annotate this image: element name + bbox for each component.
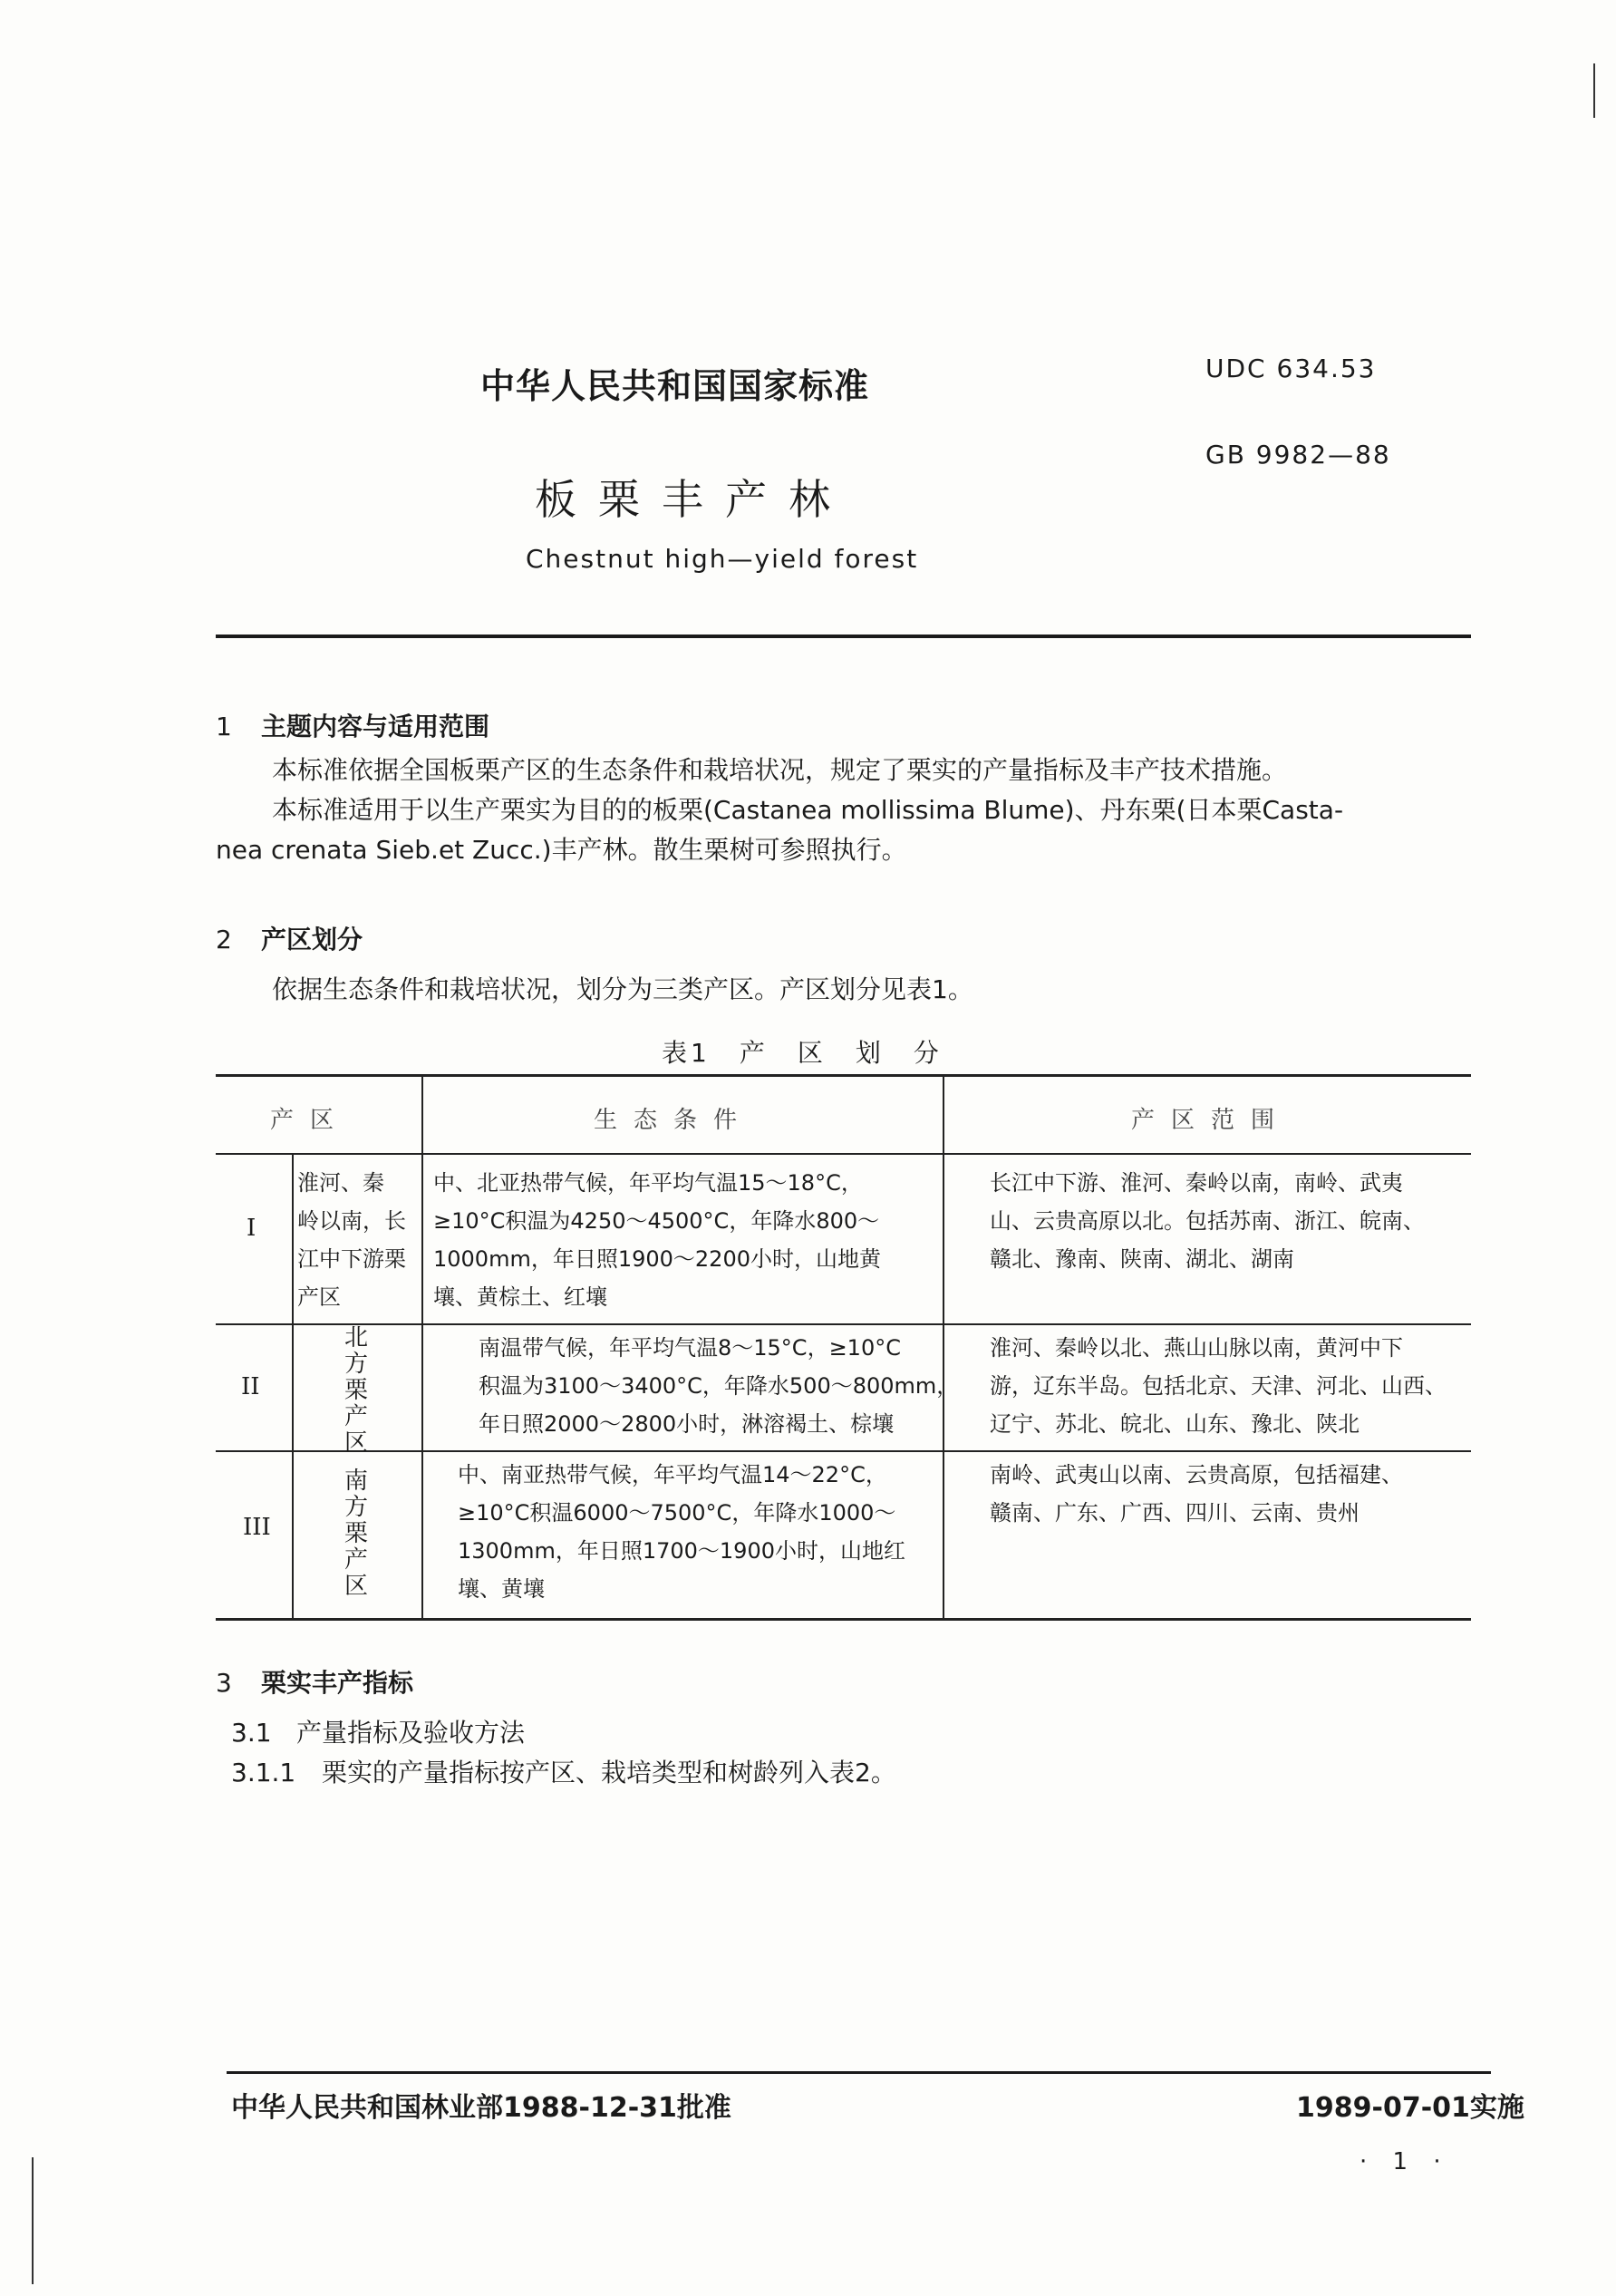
section-3-1-1-number: 3.1.1 [231, 1758, 296, 1787]
section-2-title: 产区划分 [261, 925, 363, 954]
document-title: 板栗丰产林 [535, 475, 852, 524]
section-1-para-2-line-1: 本标准适用于以生产栗实为目的的板栗(Castanea mollissima Blume)、丹东栗(日本栗Casta- [272, 795, 1344, 825]
gb-code: GB 9982—88 [1205, 440, 1391, 470]
row-2-eco-line: 南温带气候，年平均气温8～15°C，≥10°C [479, 1335, 901, 1361]
section-1-title: 主题内容与适用范围 [261, 712, 490, 741]
row-1-eco-line: 中、北亚热带气候，年平均气温15～18°C， [433, 1170, 863, 1196]
binding-mark [32, 2157, 34, 2284]
row-1-range [990, 1164, 1425, 1278]
row-2-range-line: 辽宁、苏北、皖北、山东、豫北、陕北 [990, 1411, 1360, 1437]
row-1-range-line: 山、云贵高原以北。包括苏南、浙江、皖南、 [990, 1208, 1425, 1234]
row-1-roman: I [247, 1215, 256, 1242]
header-zone: 产区 [270, 1107, 351, 1134]
section-3-1 [231, 1713, 525, 1753]
effective-date: 1989-07-01实施 [1296, 2092, 1524, 2124]
section-2-heading [216, 920, 363, 956]
header-range: 产区范围 [1131, 1107, 1292, 1134]
row-1-eco [433, 1164, 881, 1316]
page-number: · 1 · [1360, 2148, 1450, 2175]
section-3-1-number: 3.1 [231, 1718, 272, 1748]
row-2-eco-line: 积温为3100～3400°C，年降水500～800mm， [479, 1373, 959, 1399]
row-1-eco-line: ≥10°C积温为4250～4500°C，年降水800～ [433, 1208, 880, 1234]
row-1-border [216, 1323, 1471, 1325]
approval-line: 中华人民共和国林业部1988-12-31批准 [231, 2092, 731, 2124]
row-1-zone-line: 江中下游栗 [297, 1246, 406, 1272]
table-1-caption: 表1 产 区 划 分 [662, 1038, 943, 1068]
section-3-title: 栗实丰产指标 [261, 1668, 414, 1698]
row-1-range-line: 长江中下游、淮河、秦岭以南，南岭、武夷 [990, 1170, 1403, 1196]
footer-divider [227, 2071, 1491, 2074]
row-2-eco-line: 年日照2000～2800小时，淋溶褐土、棕壤 [479, 1411, 895, 1437]
row-3-eco-line: 1300mm，年日照1700～1900小时，山地红 [458, 1538, 905, 1564]
row-1-range-line: 赣北、豫南、陕南、湖北、湖南 [990, 1246, 1294, 1272]
english-title: Chestnut high—yield forest [526, 544, 919, 574]
header-eco: 生态条件 [594, 1107, 754, 1134]
row-3-eco-line: 中、南亚热带气候，年平均气温14～22°C， [458, 1462, 887, 1487]
table-header-border [216, 1153, 1471, 1155]
row-2-zone: 北方栗产区 [344, 1324, 368, 1457]
standard-title: 中华人民共和国国家标准 [480, 366, 870, 406]
row-1-zone-line: 淮河、秦 [297, 1170, 384, 1196]
row-3-range-line: 南岭、武夷山以南、云贵高原，包括福建、 [990, 1462, 1403, 1487]
row-2-range [990, 1329, 1447, 1443]
section-3-1-1 [231, 1753, 896, 1793]
section-2-number: 2 [216, 925, 232, 954]
row-1-zone [297, 1164, 406, 1316]
section-1-para-1: 本标准依据全国板栗产区的生态条件和栽培状况，规定了栗实的产量指标及丰产技术措施。 [272, 755, 1288, 785]
section-1-number: 1 [216, 712, 232, 741]
row-3-range-line: 赣南、广东、广西、四川、云南、贵州 [990, 1500, 1360, 1526]
table-bottom-border [216, 1618, 1471, 1621]
row-3-range [990, 1456, 1403, 1532]
row-2-eco [479, 1329, 958, 1443]
row-1-zone-line: 产区 [297, 1284, 341, 1310]
row-2-border [216, 1450, 1471, 1452]
row-2-roman: II [241, 1373, 260, 1400]
section-1-heading [216, 707, 489, 743]
row-3-eco [458, 1456, 905, 1608]
section-1-para-2-line-2: nea crenata Sieb.et Zucc.)丰产林。散生栗树可参照执行。 [216, 835, 907, 865]
row-2-range-line: 游，辽东半岛。包括北京、天津、河北、山西、 [990, 1373, 1447, 1399]
section-3-1-text: 产量指标及验收方法 [296, 1718, 526, 1748]
table-top-border [216, 1074, 1471, 1077]
section-2-para: 依据生态条件和栽培状况，划分为三类产区。产区划分见表1。 [272, 974, 973, 1004]
row-1-zone-line: 岭以南，长 [297, 1208, 406, 1234]
row-1-eco-line: 1000mm，年日照1900～2200小时，山地黄 [433, 1246, 881, 1272]
col-divider-zone [421, 1077, 423, 1618]
scan-tick [1593, 63, 1595, 118]
row-3-eco-line: 壤、黄壤 [458, 1576, 545, 1602]
section-3-number: 3 [216, 1668, 232, 1698]
header-divider [216, 635, 1471, 638]
row-3-zone: 南方栗产区 [344, 1468, 368, 1600]
row-3-roman: III [243, 1514, 271, 1541]
section-3-heading [216, 1663, 413, 1700]
row-2-range-line: 淮河、秦岭以北、燕山山脉以南，黄河中下 [990, 1335, 1403, 1361]
udc-code: UDC 634.53 [1205, 354, 1377, 383]
row-3-eco-line: ≥10°C积温6000～7500°C，年降水1000～ [458, 1500, 896, 1526]
row-1-eco-line: 壤、黄棕土、红壤 [433, 1284, 607, 1310]
section-3-1-1-text: 栗实的产量指标按产区、栽培类型和树龄列入表2。 [322, 1758, 896, 1787]
col-divider-roman [292, 1155, 294, 1618]
